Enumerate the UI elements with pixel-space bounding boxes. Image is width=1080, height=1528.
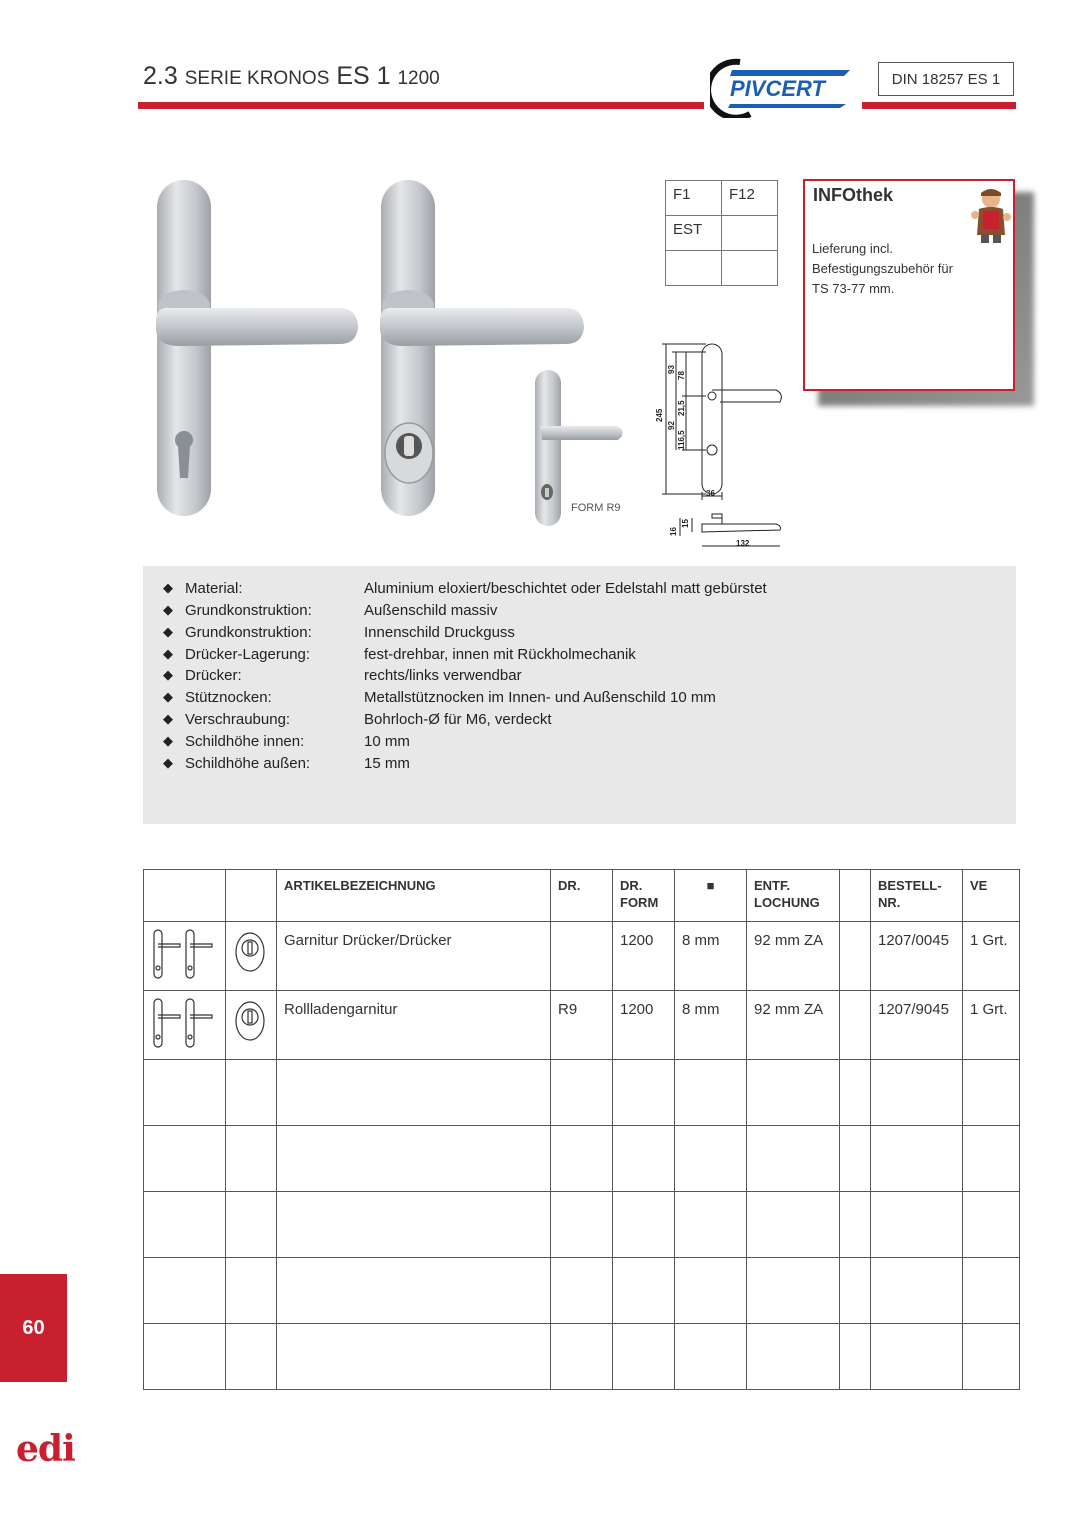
edi-brand-logo: edi <box>16 1428 75 1470</box>
finish-cell: EST <box>666 216 722 251</box>
spec-label: Material: <box>185 580 243 597</box>
header-cell-square: ■ <box>675 870 747 922</box>
finish-grid <box>665 180 778 286</box>
header-cell-dr-form <box>613 870 675 922</box>
table-row-empty <box>144 1192 1020 1258</box>
row-image-cell <box>144 922 226 991</box>
diamond-bullet-icon: ◆ <box>163 646 173 661</box>
table-row <box>144 991 1020 1060</box>
article-order-nr: 1207/0045 <box>871 922 963 991</box>
spec-label: Verschraubung: <box>185 711 291 728</box>
header-line: DR. <box>620 878 643 893</box>
spec-value: Metallstütznocken im Innen- und Außenschild 10 mm <box>364 689 716 706</box>
dim-116-5: 116,5 <box>677 430 686 450</box>
table-header-row <box>144 870 1020 922</box>
row-cover-cell <box>226 991 277 1060</box>
article-blank <box>840 922 871 991</box>
article-entf: 92 mm ZA <box>747 922 840 991</box>
article-table <box>143 869 1020 1390</box>
cylinder-cover-icon <box>230 999 270 1043</box>
article-dr: R9 <box>551 991 613 1060</box>
table-row-empty <box>144 1324 1020 1390</box>
spec-label: Stütznocken: <box>185 689 272 706</box>
spec-label: Schildhöhe außen: <box>185 755 311 772</box>
dim-132: 132 <box>736 539 750 548</box>
handle-set-image-profile-cylinder <box>150 178 365 518</box>
dim-16: 16 <box>669 527 678 536</box>
finish-cell: F12 <box>722 181 778 216</box>
form-r9-label: FORM R9 <box>571 502 621 514</box>
finish-cell <box>722 216 778 251</box>
spec-value: rechts/links verwendbar <box>364 667 522 684</box>
dim-15: 15 <box>681 519 690 528</box>
article-square: 8 mm <box>675 922 747 991</box>
header-cell-cover <box>226 870 277 922</box>
pivcert-logo <box>710 56 860 118</box>
dim-245: 245 <box>655 408 664 422</box>
diamond-bullet-icon: ◆ <box>163 602 173 617</box>
header-cell-ve: VE <box>963 870 1020 922</box>
table-row <box>144 922 1020 991</box>
section-number: 2.3 <box>143 62 178 90</box>
diamond-bullet-icon: ◆ <box>163 733 173 748</box>
spec-value: Bohrloch-Ø für M6, verdeckt <box>364 711 552 728</box>
handle-handle-icon <box>148 928 220 980</box>
din-badge: DIN 18257 ES 1 <box>878 62 1014 96</box>
header-bar-right <box>862 102 1016 109</box>
header-line: LOCHUNG <box>754 895 820 910</box>
article-form: 1200 <box>613 922 675 991</box>
infothek-line: TS 73-77 mm. <box>812 281 895 296</box>
finish-cell: F1 <box>666 181 722 216</box>
article-name: Garnitur Drücker/Drücker <box>277 922 551 991</box>
header-cell-entf <box>747 870 840 922</box>
dim-93: 93 <box>667 365 676 374</box>
article-dr <box>551 922 613 991</box>
header-cell-name: ARTIKELBEZEICHNUNG <box>277 870 551 922</box>
spec-value: Aluminium eloxiert/beschichtet oder Edelstahl matt gebürstet <box>364 580 767 597</box>
header-cell-blank <box>840 870 871 922</box>
cylinder-cover-icon <box>230 930 270 974</box>
spec-label: Grundkonstruktion: <box>185 602 312 619</box>
spec-value: 15 mm <box>364 755 410 772</box>
dim-21-5: 21,5 <box>677 400 686 416</box>
table-row-empty <box>144 1060 1020 1126</box>
table-row-empty <box>144 1126 1020 1192</box>
dim-36: 36 <box>706 489 715 498</box>
finish-cell <box>722 251 778 286</box>
spec-label: Drücker-Lagerung: <box>185 646 311 663</box>
spec-value: Innenschild Druckguss <box>364 624 515 641</box>
article-square: 8 mm <box>675 991 747 1060</box>
logo-text: PIVCERT <box>730 76 825 101</box>
spec-panel <box>143 566 1016 824</box>
model-number: 1200 <box>397 68 440 89</box>
spec-label: Drücker: <box>185 667 242 684</box>
infothek-line: Lieferung incl. <box>812 241 893 256</box>
technical-drawing <box>640 338 800 554</box>
header-bar-left <box>138 102 704 109</box>
spec-label: Grundkonstruktion: <box>185 624 312 641</box>
infothek-box <box>803 179 1015 391</box>
article-blank <box>840 991 871 1060</box>
header-line: BESTELL- <box>878 878 942 893</box>
page-number-tab: 60 <box>0 1274 67 1382</box>
row-cover-cell <box>226 922 277 991</box>
dim-92: 92 <box>667 421 676 430</box>
article-order-nr: 1207/9045 <box>871 991 963 1060</box>
handle-r9-icon <box>148 997 220 1049</box>
series-label: SERIE KRONOS <box>184 68 330 89</box>
spec-label: Schildhöhe innen: <box>185 733 305 750</box>
dim-78: 78 <box>677 371 686 380</box>
diamond-bullet-icon: ◆ <box>163 689 173 704</box>
diamond-bullet-icon: ◆ <box>163 580 173 595</box>
diamond-bullet-icon: ◆ <box>163 667 173 682</box>
header-cell-dr: DR. <box>551 870 613 922</box>
spec-value: fest-drehbar, innen mit Rückholmechanik <box>364 646 636 663</box>
page-title <box>143 62 440 91</box>
infothek-line: Befestigungszubehör für <box>812 261 953 276</box>
header-cell-image <box>144 870 226 922</box>
article-ve: 1 Grt. <box>963 991 1020 1060</box>
article-ve: 1 Grt. <box>963 922 1020 991</box>
article-entf: 92 mm ZA <box>747 991 840 1060</box>
header-cell-order-nr <box>871 870 963 922</box>
article-form: 1200 <box>613 991 675 1060</box>
diamond-bullet-icon: ◆ <box>163 624 173 639</box>
row-image-cell <box>144 991 226 1060</box>
spec-value: 10 mm <box>364 733 410 750</box>
header-line: NR. <box>878 895 901 910</box>
diamond-bullet-icon: ◆ <box>163 755 173 770</box>
infothek-text <box>812 239 972 299</box>
table-row-empty <box>144 1258 1020 1324</box>
class-label: ES 1 <box>336 62 391 90</box>
mascot-icon <box>969 185 1013 245</box>
article-name: Rollladengarnitur <box>277 991 551 1060</box>
header-line: FORM <box>620 895 659 910</box>
diamond-bullet-icon: ◆ <box>163 711 173 726</box>
spec-value: Außenschild massiv <box>364 602 498 619</box>
finish-cell <box>666 251 722 286</box>
infothek-title: INFOthek <box>813 185 894 205</box>
header-line: ENTF. <box>754 878 791 893</box>
